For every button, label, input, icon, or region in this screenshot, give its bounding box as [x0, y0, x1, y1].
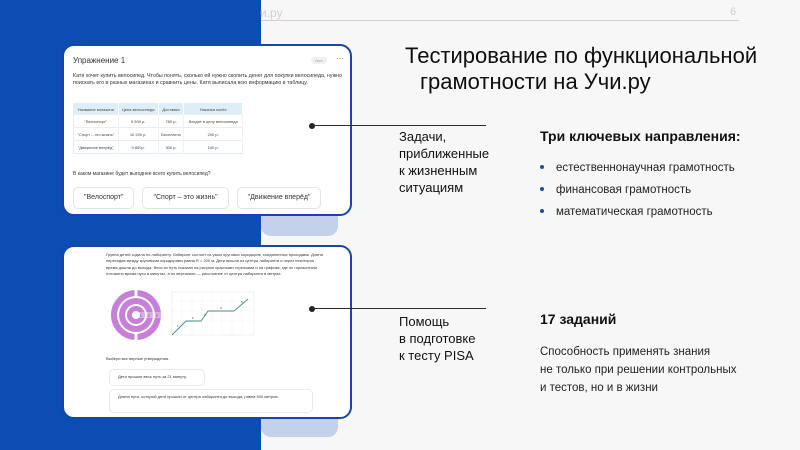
table-cell: Входит в цену велосипеда: [184, 115, 243, 128]
answer-button-forward[interactable]: "Движение вперёд": [237, 187, 322, 209]
table-cell: 9 500 р.: [118, 115, 158, 128]
header-divider: [261, 20, 739, 21]
table-cell: "Велоспорт": [74, 115, 119, 128]
label-line: к жизненным: [399, 163, 478, 178]
svg-text:2: 2: [148, 313, 150, 318]
tasks-heading: 17 заданий: [540, 311, 617, 327]
list-item-label: естественнонаучная грамотность: [556, 162, 735, 174]
answer-options: [73, 187, 321, 209]
table-cell: "Спорт – это жизнь": [74, 128, 119, 141]
maze-diagram-icon: [110, 289, 162, 341]
list-item: [540, 201, 735, 223]
list-item: [540, 179, 735, 201]
answer-button-sport-life[interactable]: "Спорт – это жизнь": [142, 187, 228, 209]
statement-option-2[interactable]: Длина пути, который дети прошли от центра лабиринта до выхода, равна 900 метров.: [109, 389, 313, 413]
connector-dot-2: [309, 306, 315, 312]
label-line: к тесту PISA: [399, 348, 474, 363]
header-brand: и.ру: [260, 6, 283, 20]
distance-time-graph: [168, 291, 256, 339]
desc-line: Способность применять знания: [540, 346, 711, 358]
maze-task-text: Группа детей ходила по лабиринту. Лабиринт состоит из узких круговых коридоров, соединенных проходами. Длина переходов между круговыми коридорами равна R = 200 м. Дети вышли из центра лабиринта и через некоторое время дошли до выхода. Весь их путь показан на рисунке красными стрелками и на графике, где по горизонтали отложено время пути в минутах, а по вертикали — расстояние от центра лабиринта в метрах.: [106, 252, 323, 276]
directions-list: [540, 157, 735, 223]
exercise-question: В каком магазине будет выгоднее всего купить велосипед?: [73, 171, 211, 177]
exercise-card: [62, 44, 352, 216]
svg-text:3: 3: [156, 313, 158, 318]
label-line: в подготовке: [399, 331, 476, 346]
table-row: [74, 128, 243, 141]
table-header: Накачка колёс: [184, 104, 243, 115]
more-options-icon[interactable]: ···: [336, 54, 344, 63]
list-item: [540, 157, 735, 179]
svg-text:2: 2: [192, 316, 194, 320]
connector-dot-1: [309, 123, 315, 129]
price-table: [73, 103, 243, 154]
exercise-text: Катя хочет купить велосипед. Чтобы понять, сколько ей нужно скопить денег для покупки велосипеда, нужно поискать его в разных магазинах и сравнить цены. Катя выписала всю информацию в таблицу.: [73, 73, 342, 87]
test-badge: тест: [311, 57, 327, 64]
bullet-icon: [540, 187, 544, 191]
table-cell: 100 р.: [184, 141, 243, 154]
table-cell: 9 800р.: [118, 141, 158, 154]
list-item-label: математическая грамотность: [556, 206, 713, 218]
list-item-label: финансовая грамотность: [556, 184, 692, 196]
label-line: приближенные: [399, 146, 490, 161]
slide-title-line-2: грамотности на Учи.ру: [420, 69, 651, 94]
connector-label-tasks: [399, 128, 489, 196]
table-cell: "Движение вперёд": [74, 141, 119, 154]
connector-label-pisa: [399, 313, 476, 364]
label-line: Задачи,: [399, 129, 447, 144]
bullet-icon: [540, 165, 544, 169]
connector-line-1: [312, 125, 486, 126]
table-cell: 780 р.: [158, 115, 184, 128]
label-line: ситуациям: [399, 180, 464, 195]
tasks-description: [540, 343, 737, 397]
card1-shadow: [261, 214, 338, 236]
maze-task-card: [62, 245, 352, 419]
statement-option-1[interactable]: Дети прошли весь путь за 21 минуту.: [109, 369, 205, 386]
table-header: Цена велосипеда: [118, 104, 158, 115]
svg-text:3: 3: [204, 313, 206, 317]
table-row: [74, 141, 243, 154]
select-statements-prompt: Выбери все верные утверждения.: [106, 356, 170, 361]
bullet-icon: [540, 209, 544, 213]
card2-shadow: [261, 417, 338, 437]
slide-title: [405, 43, 757, 95]
exercise-title: Упражнение 1: [73, 56, 126, 65]
desc-line: и тестов, но и в жизни: [540, 382, 658, 394]
table-header: Доставка: [158, 104, 184, 115]
table-row: [74, 115, 243, 128]
table-cell: 300 р.: [158, 141, 184, 154]
page-number: 6: [730, 6, 737, 18]
svg-text:4: 4: [220, 306, 222, 310]
table-cell: Бесплатно: [158, 128, 184, 141]
directions-heading: Три ключевых направления:: [540, 128, 741, 144]
table-cell: 200 р.: [184, 128, 243, 141]
label-line: Помощь: [399, 314, 450, 329]
connector-line-2: [312, 308, 486, 309]
slide-title-line-1: Тестирование по функциональной: [405, 43, 758, 68]
svg-text:1: 1: [177, 324, 179, 328]
svg-text:5: 5: [241, 300, 243, 304]
answer-button-velosport[interactable]: "Велоспорт": [73, 187, 134, 209]
table-header: Название магазина: [74, 104, 119, 115]
svg-text:1: 1: [140, 313, 142, 318]
table-cell: 10 200 р.: [118, 128, 158, 141]
desc-line: не только при решении контрольных: [540, 364, 737, 376]
